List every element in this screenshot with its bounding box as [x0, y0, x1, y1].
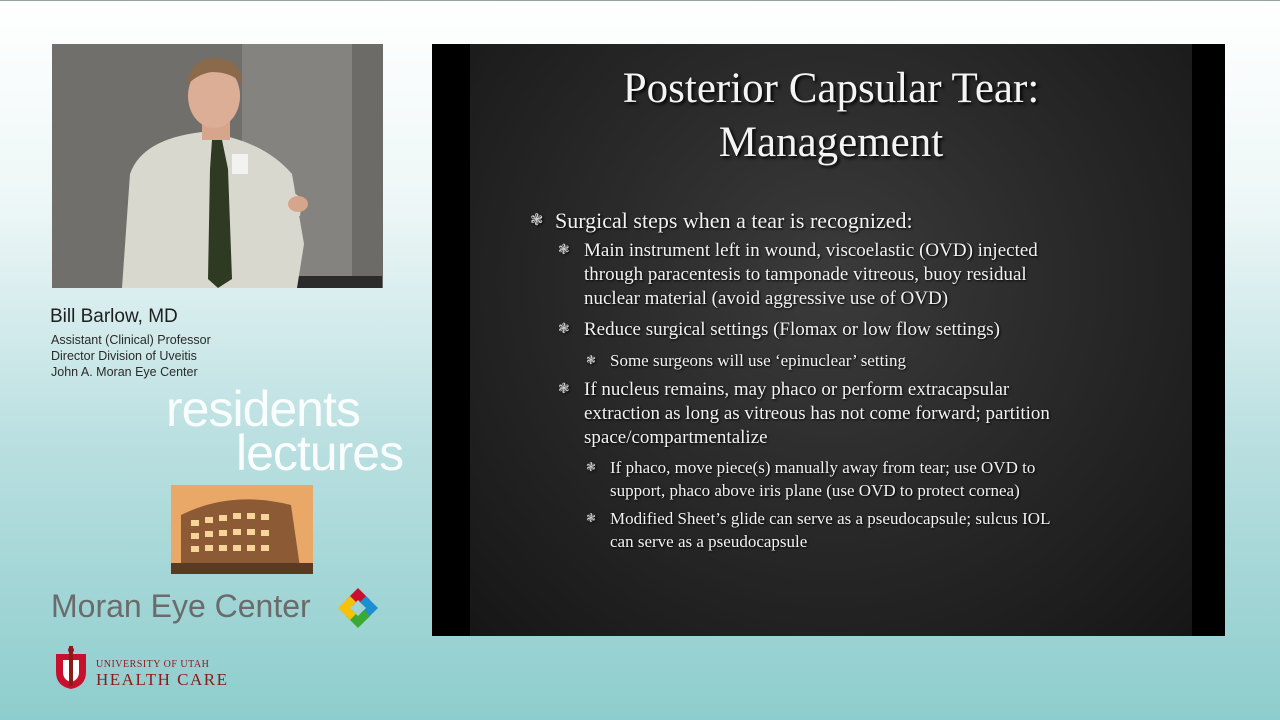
moran-eye-center-label: Moran Eye Center — [51, 588, 311, 624]
series-word-residents: residents — [166, 381, 360, 437]
health-care-label: HEALTH CARE — [96, 670, 229, 689]
speaker-title-3: John A. Moran Eye Center — [51, 365, 198, 379]
bullet-item: ❃ Main instrument left in wound, viscoelastic (OVD) injected through paracentesis to tamponade vitreous, buoy residual nuclear material (avoid aggressive use of OVD) — [558, 240, 1038, 309]
speaker-video — [52, 44, 383, 288]
speaker-name: Bill Barlow, MD — [50, 306, 178, 327]
moran-logo-icon — [336, 586, 380, 630]
daisy-bullet-icon: ❃ — [586, 511, 597, 525]
slide-title-line-1: Posterior Capsular Tear: — [622, 65, 1040, 112]
daisy-bullet-icon: ❃ — [558, 322, 570, 337]
daisy-bullet-icon: ❃ — [558, 243, 570, 258]
top-border — [0, 0, 1280, 1]
bullet-item: ❃ If nucleus remains, may phaco or perform extracapsular extraction as long as vitreous has not come forward; partition space/compartmentalize — [558, 379, 1050, 448]
slide-title-line-2: Management — [718, 119, 944, 166]
speaker-title-1: Assistant (Clinical) Professor — [51, 333, 211, 347]
bullet-item: ❃ Modified Sheet’s glide can serve as a pseudocapsule; sulcus IOL can serve as a pseudocapsule — [586, 509, 1051, 551]
daisy-bullet-icon: ❃ — [586, 460, 597, 474]
speaker-figure — [52, 44, 383, 288]
bullet-item: ❃ Surgical steps when a tear is recognized: — [530, 208, 913, 233]
slide-title — [470, 62, 1192, 170]
daisy-bullet-icon: ❃ — [558, 382, 570, 397]
university-of-utah-icon — [52, 646, 90, 690]
speaker-title-2: Director Division of Uveitis — [51, 349, 197, 363]
daisy-bullet-icon: ❃ — [530, 212, 544, 229]
daisy-bullet-icon: ❃ — [586, 353, 597, 367]
bullet-item: ❃ Reduce surgical settings (Flomax or low flow settings) — [558, 319, 1001, 340]
university-name: UNIVERSITY OF UTAH — [96, 659, 210, 670]
bullet-item: ❃ If phaco, move piece(s) manually away from tear; use OVD to support, phaco above iris plane (use OVD to protect cornea) — [586, 458, 1036, 500]
presentation-slide — [432, 44, 1225, 636]
slide-content — [470, 44, 1192, 636]
series-word-lectures: lectures — [236, 425, 404, 481]
building-photo — [171, 485, 313, 574]
bullet-item: ❃ Some surgeons will use ‘epinuclear’ setting — [586, 351, 907, 370]
